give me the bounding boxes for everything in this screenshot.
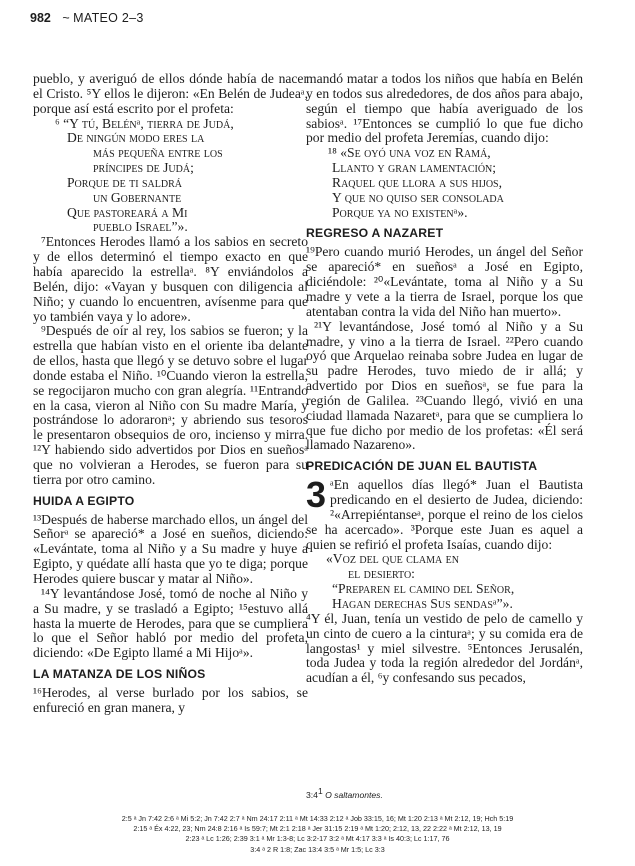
crossref-line: 2:15 ᵃ Éx 4:22, 23; Nm 24:8 2:16 ᵃ Is 59:7; Mt 2:1 2:18 ᵃ Jer 31:15 2:19 ᵃ Mt 1:20; 2:12, 13, 22 2:22 ᵃ Mt 2:12, 13, 19 <box>133 824 502 834</box>
prophecy-quote-rama <box>306 146 583 220</box>
chapter-drop-cap: 3 <box>306 474 327 516</box>
left-paragraph-6: ¹⁶Herodes, al verse burlado por los sabios, se enfureció en gran manera, y <box>33 685 308 715</box>
poem-line: “Preparen el camino del Señor, <box>332 581 515 597</box>
poem-line: el desierto: <box>348 566 415 582</box>
poem-line: Raquel que llora a sus hijos, <box>332 174 503 190</box>
left-paragraph-4: ¹³Después de haberse marchado ellos, un ángel del Señorᵃ se apareció* a José en sueños, diciendo: «Levántate, toma al Niño y a Su madre y huye a Egipto, y quédate allí hasta que yo te diga; porque Herodes quiere buscar y matar al Niño». <box>33 511 308 586</box>
crossref-line: 3:4 ᵃ 2 R 1:8; Zac 13:4 3:5 ᵃ Mr 1:5; Lc 3:3 <box>250 844 385 854</box>
poem-line: pueblo Israel”». <box>93 219 188 235</box>
running-header <box>30 11 144 25</box>
section-heading-massacre: LA MATANZA DE LOS NIÑOS <box>33 667 206 682</box>
poem-line: ¹⁸ «Se oyó una voz en Ramá, <box>328 145 491 161</box>
left-paragraph-1: pueblo, y averiguó de ellos dónde había de nacer el Cristo. ⁵Y ellos le dijeron: «En Belén de Judeaᵃ, porque así está escrito por el profeta: <box>33 71 308 116</box>
left-paragraph-3: ⁹Después de oír al rey, los sabios se fueron; y la estrella que habían visto en el oriente iba delante de ellos, hasta que llegó y se detuvo sobre el lugar donde estaba el Niño. ¹⁰Cuando vieron la estrella, se regocijaron mucho con gran alegría. ¹¹Entrando en la casa, vieron al Niño con Su madre María, y postrándose lo adoraronᵃ; y abriendo sus tesoros le presentaron obsequios de oro, incienso y mirra. ¹²Y habiendo sido advertidos por Dios en sueñosᵃ que no volvieran a Herodes, se fueron para su tierra por otro camino. <box>33 323 308 487</box>
poem-line: Porque ya no existenᵃ». <box>332 204 468 220</box>
poem-line: Porque de ti saldrá <box>67 174 182 190</box>
poem-line: Y que no quiso ser consolada <box>332 189 504 205</box>
right-paragraph-5: ⁴Y él, Juan, tenía un vestido de pelo de camello y un cinto de cuero a la cinturaᵃ; y su comida era de langostas¹ y miel silvestre. ⁵Entonces Jerusalén, toda Judea y toda la región alrededor del Jordánᵃ, acudían a él, ⁶y confesando sus pecados, <box>306 610 583 686</box>
footnote-number: 1 <box>317 786 323 796</box>
poem-line: más pequeña entre los <box>93 145 223 161</box>
right-column <box>306 72 583 686</box>
poem-line: Hagan derechas Sus sendasᵃ”». <box>332 596 513 611</box>
poem-line: príncipes de Judá; <box>93 160 194 176</box>
header-separator: ~ <box>62 11 70 25</box>
crossref-line: 2:5 ᵃ Jn 7:42 2:6 ᵃ Mi 5:2; Jn 7:42 2:7 ᵃ Nm 24:17 2:11 ᵃ Mt 14:33 2:12 ᵃ Job 33:15, 16; Mt 1:20 2:13 ᵃ Mt 2:12, 19; Hch 5:19 <box>121 814 514 823</box>
header-reference: MATEO 2–3 <box>73 11 144 25</box>
prophecy-quote-isaiah <box>306 552 583 611</box>
poem-line: Llanto y gran lamentación; <box>332 160 497 176</box>
right-paragraph-4-text: ᵃEn aquellos días llegó* Juan el Bautista predicando en el desierto de Judea, diciendo: ²«Arrepiéntanseᵃ, porque el reino de los cielos se ha acercado». ³Porque este Juan es aquel a quien se refirió el profeta Isaías, cuando dijo: <box>306 477 583 552</box>
poem-line: ⁶ “Y tú, Belénᵃ, tierra de Judá, <box>55 115 234 131</box>
crossref-line: 2:23 ᵃ Lc 1:26; 2:39 3:1 ᵃ Mr 1:3-8; Lc 3:2-17 3:2 ᵃ Mt 4:17 3:3 ᵃ Is 40:3; Lc 1:17, 76 <box>185 834 450 844</box>
section-heading-return-nazareth: REGRESO A NAZARET <box>306 226 444 241</box>
left-paragraph-5: ¹⁴Y levantándose José, tomó de noche al Niño y a Su madre, y se trasladó a Egipto; ¹⁵estuvo allá hasta la muerte de Herodes, para que se cumpliera lo que el Señor habló por medio del profeta, diciendo: «De Egipto llamé a Mi Hijoᵃ». <box>33 585 308 661</box>
left-column <box>33 72 308 716</box>
footnote <box>306 786 383 800</box>
cross-references <box>20 814 615 855</box>
poem-line: Que pastoreará a Mi <box>67 204 188 220</box>
right-paragraph-3: ²¹Y levantándose, José tomó al Niño y a Su madre, y vino a la tierra de Israel. ²²Pero cuando oyó que Arquelao reinaba sobre Judea en lugar de su padre Herodes, tuvo miedo de ir allá; y advertido por Dios en sueñosᵃ, se fue para la región de Galilea. ²³Cuando llegó, vivió en una ciudad llamada Nazaretᵃ, para que se cumpliera lo que fue dicho por medio de los profetas: «Él será llamado Nazareno». <box>306 318 583 453</box>
right-paragraph-2: ¹⁹Pero cuando murió Herodes, un ángel del Señor se apareció* en sueñosᵃ a José en Egipto, diciéndole: ²⁰«Levántate, toma al Niño y a Su madre y vete a la tierra de Israel, porque los que atentaban contra la vida del Niño han muerto». <box>306 244 583 319</box>
left-paragraph-2: ⁷Entonces Herodes llamó a los sabios en secreto y de ellos determinó el tiempo exacto en que había aparecido la estrellaᵃ. ⁸Y enviándolos a Belén, dijo: «Vayan y busquen con diligencia al Niño; y cuando lo encuentren, avísenme para que yo también vaya y lo adore». <box>33 234 308 324</box>
poem-line: un Gobernante <box>93 189 182 205</box>
footnote-text: O saltamontes. <box>325 790 383 800</box>
poem-line: De ningún modo eres la <box>67 130 205 146</box>
right-paragraph-4 <box>306 474 583 552</box>
poem-line: «Voz del que clama en <box>326 551 459 567</box>
footnote-ref: 3:4 <box>306 790 318 800</box>
page-number: 982 <box>30 11 51 25</box>
section-heading-flight-to-egypt: HUIDA A EGIPTO <box>33 493 135 508</box>
prophecy-quote-bethlehem <box>33 117 308 236</box>
section-heading-john-baptist: PREDICACIÓN DE JUAN EL BAUTISTA <box>306 459 538 474</box>
right-paragraph-1: mandó matar a todos los niños que había en Belén y en todos sus alrededores, de dos años para abajo, según el tiempo que había averiguado de los sabiosᵃ. ¹⁷Entonces se cumplió lo que fue dicho por medio del profeta Jeremías, cuando dijo: <box>306 71 583 146</box>
